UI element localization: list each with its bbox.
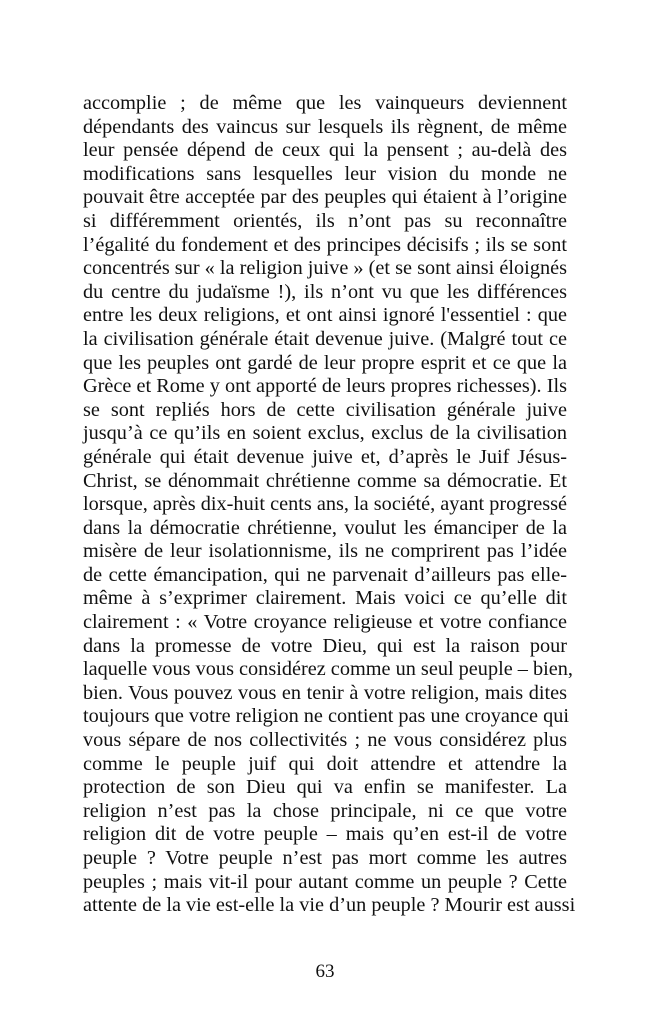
- text-line: protection de son Dieu qui va enfin se manifester. La: [83, 776, 567, 799]
- text-line: dans la démocratie chrétienne, voulut les émanciper de la: [83, 516, 567, 539]
- text-line: que les peuples ont gardé de leur propre esprit et ce que la: [83, 351, 567, 374]
- text-line: toujours que votre religion ne contient pas une croyance qui: [83, 705, 570, 728]
- text-line: misère de leur isolationnisme, ils ne comprirent pas l’idée: [83, 540, 567, 563]
- text-line: si différemment orientés, ils n’ont pas su reconnaître: [83, 209, 567, 232]
- text-line: la civilisation générale était devenue juive. (Malgré tout ce: [83, 327, 567, 350]
- text-line: religion dit de votre peuple – mais qu’en est-il de votre: [83, 823, 567, 846]
- text-line: générale qui était devenue juive et, d’après le Juif Jésus-: [83, 445, 567, 468]
- text-line: leur pensée dépend de ceux qui la pensent ; au-delà des: [83, 139, 567, 162]
- text-line: de cette émancipation, qui ne parvenait d’ailleurs pas elle-: [83, 563, 567, 586]
- text-line: jusqu’à ce qu’ils en soient exclus, exclus de la civilisation: [83, 422, 567, 445]
- text-line: du centre du judaïsme !), ils n’ont vu que les différences: [83, 280, 567, 303]
- text-line: peuple ? Votre peuple n’est pas mort comme les autres: [83, 847, 567, 869]
- text-line: attente de la vie est-elle la vie d’un peuple ? Mourir est aussi: [83, 894, 576, 917]
- text-line: dépendants des vaincus sur lesquels ils règnent, de même: [83, 115, 567, 138]
- text-line: entre les deux religions, et ont ainsi ignoré l'essentiel : que: [83, 304, 567, 327]
- text-line: se sont repliés hors de cette civilisation générale juive: [83, 398, 567, 421]
- text-line: pouvait être acceptée par des peuples qui étaient à l’origine: [83, 186, 567, 209]
- text-line: modifications sans lesquelles leur vision du monde ne: [83, 162, 567, 185]
- text-line: concentrés sur « la religion juive » (et se sont ainsi éloignés: [83, 257, 567, 280]
- text-line: dans la promesse de votre Dieu, qui est la raison pour: [83, 634, 567, 657]
- text-line: accomplie ; de même que les vainqueurs deviennent: [83, 92, 567, 114]
- text-line: même à s’exprimer clairement. Mais voici ce qu’elle dit: [83, 587, 567, 610]
- text-line: Grèce et Rome y ont apporté de leurs propres richesses). Ils: [83, 375, 567, 398]
- text-line: religion n’est pas la chose principale, ni ce que votre: [83, 799, 567, 822]
- page-number: 63: [315, 961, 335, 982]
- text-line: bien. Vous pouvez vous en tenir à votre religion, mais dites: [83, 681, 567, 704]
- text-line: laquelle vous vous considérez comme un seul peuple – bien,: [83, 658, 573, 681]
- body-text: [83, 92, 576, 918]
- text-line: clairement : « Votre croyance religieuse et votre confiance: [83, 611, 567, 634]
- text-line: l’égalité du fondement et des principes décisifs ; ils se sont: [83, 233, 567, 256]
- text-line: lorsque, après dix-huit cents ans, la société, ayant progressé: [83, 493, 567, 516]
- text-line: vous sépare de nos collectivités ; ne vous considérez plus: [83, 729, 567, 752]
- text-line: Christ, se dénommait chrétienne comme sa démocratie. Et: [83, 469, 567, 492]
- text-line: comme le peuple juif qui doit attendre et attendre la: [83, 752, 567, 775]
- text-line: peuples ; mais vit-il pour autant comme un peuple ? Cette: [83, 870, 567, 893]
